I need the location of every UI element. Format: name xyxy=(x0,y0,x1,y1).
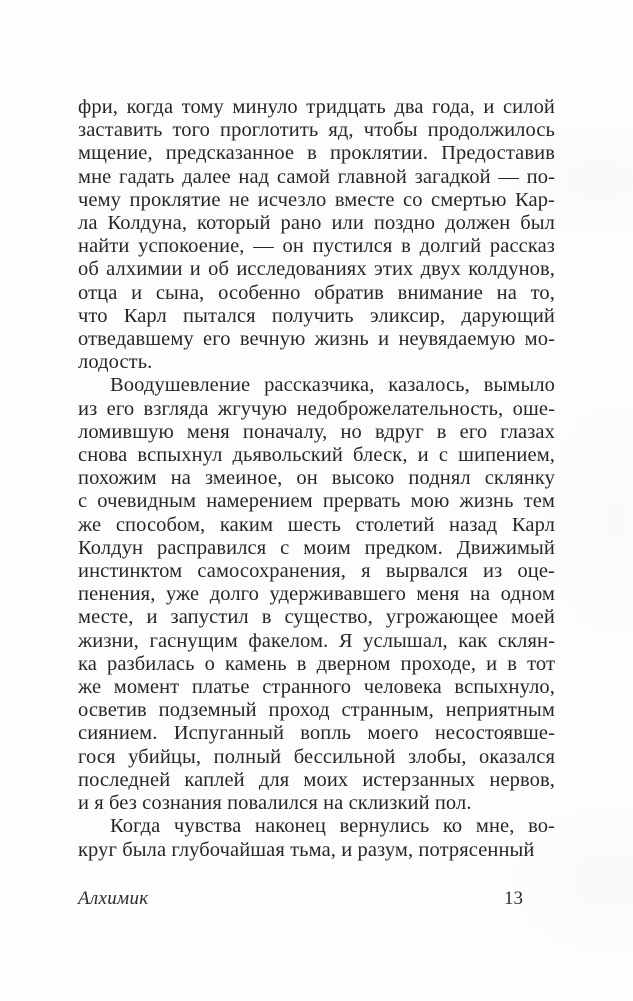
text-line: пенения, уже долго удерживавшего меня на одном xyxy=(78,583,555,606)
text-line: жизни, гаснущим факелом. Я услышал, как склян- xyxy=(78,629,555,652)
text-line: сиянием. Испуганный вопль моего несостоявше- xyxy=(78,722,555,745)
text-line: Колдун расправился с моим предком. Движимый xyxy=(78,536,555,559)
text-line: гося убийцы, полный бессильной злобы, оказался xyxy=(78,745,555,768)
text-line: инстинктом самосохранения, я вырвался из оце- xyxy=(78,560,555,583)
text-line: что Карл пытался получить эликсир, дарующий xyxy=(78,304,555,327)
text-line: же момент платье странного человека вспыхнуло, xyxy=(78,676,555,699)
text-line: об алхимии и об исследованиях этих двух колдунов, xyxy=(78,258,555,281)
text-line: ломившую меня поначалу, но вдруг в его глазах xyxy=(78,420,555,443)
text-line: похожим на змеиное, он высоко поднял склянку xyxy=(78,467,555,490)
page-number: 13 xyxy=(504,888,523,909)
text-line: заставить того проглотить яд, чтобы продолжилось xyxy=(78,119,555,142)
text-line: мне гадать далее над самой главной загадкой — по- xyxy=(78,165,555,188)
running-title: Алхимик xyxy=(78,888,149,909)
text-line: чему проклятие не исчезло вместе со смертью Кар- xyxy=(78,188,555,211)
text-line: ла Колдуна, который рано или поздно должен был xyxy=(78,212,555,235)
text-line: Воодушевление рассказчика, казалось, вымыло xyxy=(110,374,555,397)
body-text xyxy=(78,96,555,862)
text-line: отведавшему его вечную жизнь и неувядаемую мо- xyxy=(78,328,555,351)
text-line: круг была глубочайшая тьма, и разум, потрясенный xyxy=(78,838,535,861)
text-line: Когда чувства наконец вернулись ко мне, во- xyxy=(110,815,555,838)
text-line: же способом, каким шесть столетий назад Карл xyxy=(78,513,555,536)
text-line: найти успокоение, — он пустился в долгий рассказ xyxy=(78,235,555,258)
text-line: последней каплей для моих истерзанных нервов, xyxy=(78,768,555,791)
text-line: с очевидным намерением прервать мою жизнь тем xyxy=(78,490,555,513)
text-line: отца и сына, особенно обратив внимание на то, xyxy=(78,281,555,304)
page-footer xyxy=(78,887,555,911)
text-line: снова вспыхнул дьявольский блеск, и с шипением, xyxy=(78,444,555,467)
text-line: фри, когда тому минуло тридцать два года, и силой xyxy=(78,96,555,118)
text-line: мщение, предсказанное в проклятии. Предоставив xyxy=(78,142,555,165)
text-line: осветив подземный проход странным, неприятным xyxy=(78,699,555,722)
text-line: и я без сознания повалился на склизкий пол. xyxy=(78,792,472,815)
text-line: из его взгляда жгучую недоброжелательность, оше- xyxy=(78,397,555,420)
text-line: ка разбилась о камень в дверном проходе, и в тот xyxy=(78,652,555,675)
text-line: лодость. xyxy=(78,351,153,374)
text-line: месте, и запустил в существо, угрожающее моей xyxy=(78,606,555,629)
